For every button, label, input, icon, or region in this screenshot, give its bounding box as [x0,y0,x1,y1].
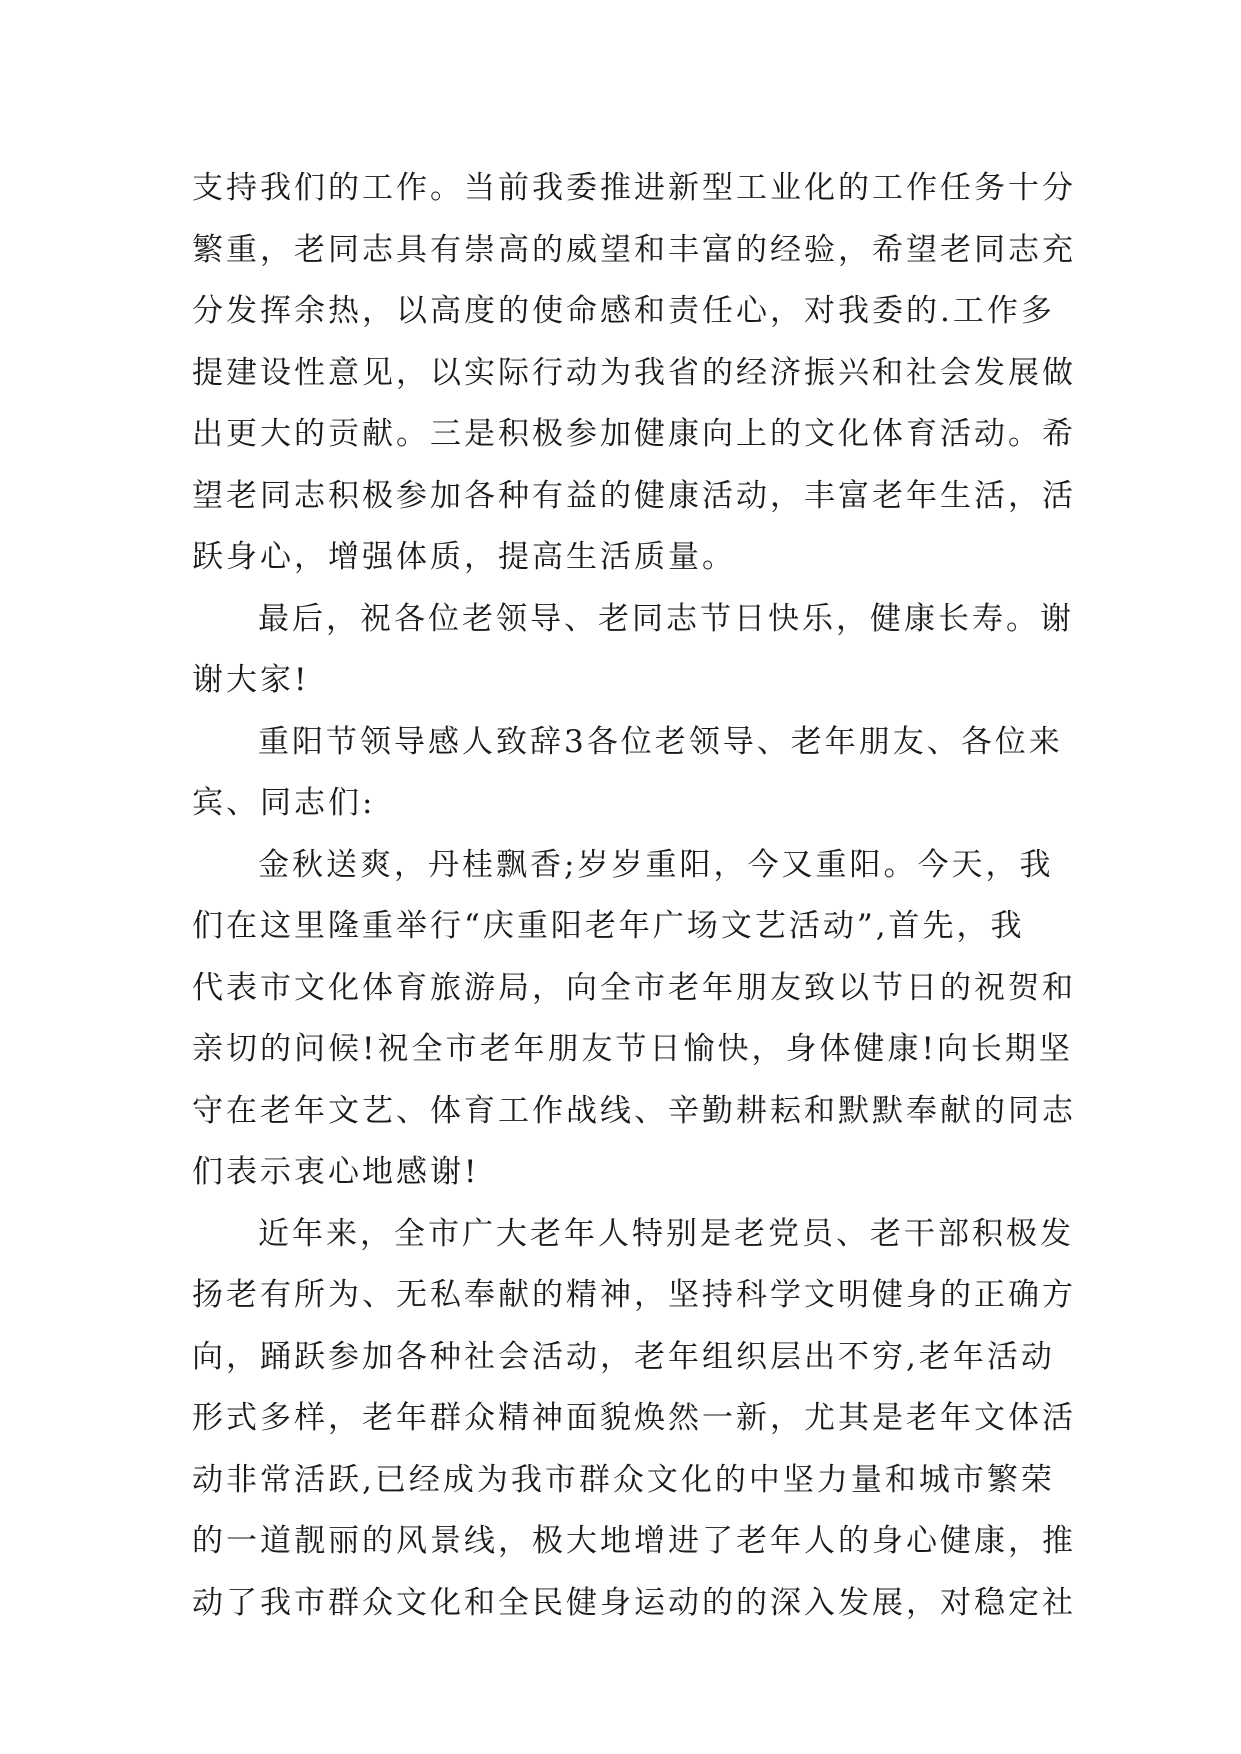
text-line: 动了我市群众文化和全民健身运动的的深入发展，对稳定社 [192,1584,1076,1621]
text-line: 守在老年文艺、体育工作战线、辛勤耕耘和默默奉献的同志 [192,1092,1076,1129]
paragraph-start-line: 金秋送爽，丹桂飘香;岁岁重阳，今又重阳。今天，我 [258,846,1054,883]
text-line: 扬老有所为、无私奉献的精神，坚持科学文明健身的正确方 [192,1277,1076,1313]
text-line: 的一道靓丽的风景线，极大地增进了老年人的身心健康，推 [192,1523,1076,1559]
text-line: 跃身心，增强体质，提高生活质量。 [192,539,736,575]
text-line: 们表示衷心地感谢! [192,1154,480,1190]
text-line: 望老同志积极参加各种有益的健康活动，丰富老年生活，活 [192,477,1076,514]
text-line: 支持我们的工作。当前我委推进新型工业化的工作任务十分 [192,170,1076,206]
paragraph-start-line: 近年来，全市广大老年人特别是老党员、老干部积极发 [258,1215,1074,1252]
text-line: 谢大家! [192,662,310,698]
text-line: 提建设性意见，以实际行动为我省的经济振兴和社会发展做 [192,354,1076,391]
body-text [192,158,1076,1634]
paragraph-start-line: 重阳节领导感人致辞3各位老领导、老年朋友、各位来 [258,723,1063,760]
text-line: 们在这里隆重举行“庆重阳老年广场文艺活动”,首先，我 [192,908,1025,944]
text-line: 宾、同志们: [192,785,376,821]
text-line: 形式多样，老年群众精神面貌焕然一新，尤其是老年文体活 [192,1400,1076,1436]
text-line: 动非常活跃,已经成为我市群众文化的中坚力量和城市繁荣 [192,1461,1055,1498]
text-line: 繁重，老同志具有崇高的威望和丰富的经验，希望老同志充 [192,231,1076,268]
text-line: 向，踊跃参加各种社会活动，老年组织层出不穷,老年活动 [192,1338,1055,1375]
text-line: 亲切的问候!祝全市老年朋友节日愉快，身体健康!向长期坚 [192,1031,1073,1067]
text-line: 出更大的贡献。三是积极参加健康向上的文化体育活动。希 [192,416,1076,452]
text-line: 代表市文化体育旅游局，向全市老年朋友致以节日的祝贺和 [192,969,1076,1006]
text-line: 分发挥余热，以高度的使命感和责任心，对我委的.工作多 [192,293,1055,329]
paragraph-start-line: 最后，祝各位老领导、老同志节日快乐，健康长寿。谢 [258,600,1074,637]
